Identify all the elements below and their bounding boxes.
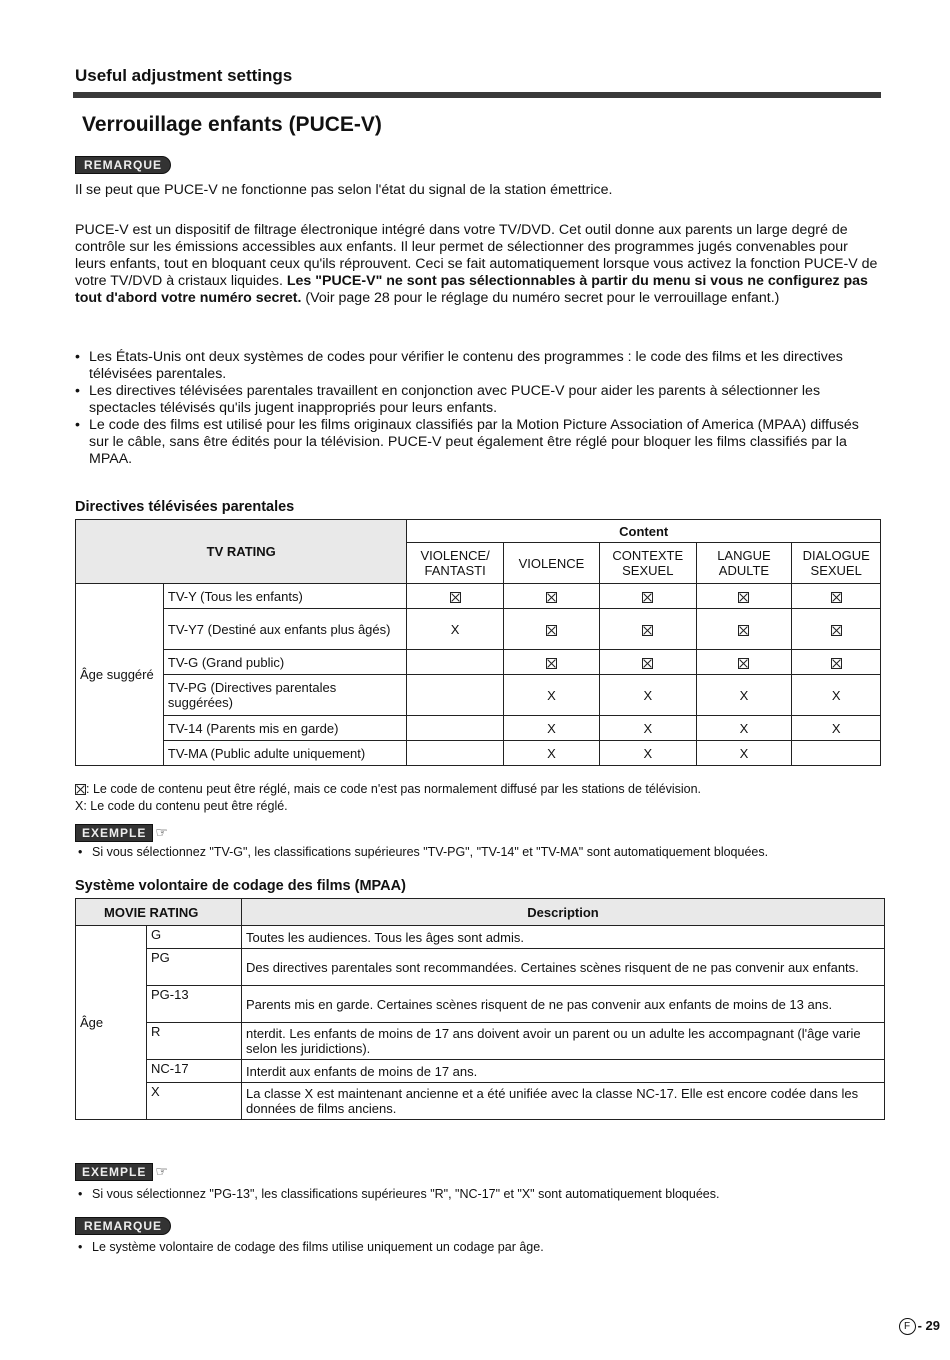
content-cell — [600, 650, 696, 675]
rating-label: TV-G (Grand public) — [163, 650, 407, 675]
table-row — [76, 1060, 885, 1083]
boxed-x-icon — [831, 592, 842, 603]
content-cell: X — [503, 741, 599, 766]
content-cell: X — [600, 716, 696, 741]
col-header: CONTEXTE SEXUEL — [600, 543, 696, 584]
boxed-x-icon — [450, 592, 461, 603]
movie-rating-header: MOVIE RATING — [76, 899, 242, 926]
content-cell: X — [792, 716, 881, 741]
rating-label: TV-PG (Directives parentales suggérées) — [163, 675, 407, 716]
content-cell: X — [696, 675, 792, 716]
list-item: • Les États-Unis ont deux systèmes de codes pour vérifier le contenu des programmes : le code des films et les directives télévisées parentales. — [75, 349, 880, 383]
content-cell — [696, 609, 792, 650]
content-cell: X — [503, 675, 599, 716]
movie-rating-description: Parents mis en garde. Certaines scènes risquent de ne pas convenir aux enfants de moins de 13 ans. — [242, 986, 885, 1023]
content-cell — [503, 584, 599, 609]
exemple-label: EXEMPLE — [75, 1163, 153, 1181]
table-row — [76, 1023, 885, 1060]
content-cell — [696, 650, 792, 675]
exemple-badge-1 — [75, 824, 168, 842]
tv-rating-table — [75, 519, 881, 766]
content-header: Content — [407, 520, 881, 543]
content-cell — [792, 609, 881, 650]
content-cell — [407, 650, 503, 675]
boxed-x-icon — [75, 784, 86, 795]
movie-rating-code: PG-13 — [147, 986, 242, 1023]
boxed-x-icon — [546, 592, 557, 603]
table-row — [76, 926, 885, 949]
content-cell: X — [600, 741, 696, 766]
content-cell — [600, 584, 696, 609]
boxed-x-icon — [546, 658, 557, 669]
intro-text: PUCE-V est un dispositif de filtrage électronique intégré dans votre TV/DVD. Cet outil donne aux parents un large degré de contrôle sur les émissions accessibles aux enfants. Il leur permet de sélectionner des programmes jugés convenables pour leurs enfants, tout en bloquant ceux qu'ils réprouvent. Ceci se fait automatiquement lorsque vous activez la fonction PUCE-V de votre TV/DVD à cristaux liquides. — [75, 222, 878, 289]
movie-rating-description: Interdit aux enfants de moins de 17 ans. — [242, 1060, 885, 1083]
boxed-x-icon — [738, 625, 749, 636]
content-cell — [696, 584, 792, 609]
col-header: VIOLENCE/ FANTASTI — [407, 543, 503, 584]
content-cell — [792, 741, 881, 766]
content-cell: X — [407, 609, 503, 650]
intro-text-end: (Voir page 28 pour le réglage du numéro secret pour le verrouillage enfant.) — [301, 290, 780, 306]
list-item: • Le système volontaire de codage des films utilise uniquement un codage par âge. — [78, 1240, 888, 1255]
table-row — [76, 986, 885, 1023]
header-rule — [73, 92, 881, 98]
boxed-x-icon — [831, 658, 842, 669]
movie-rating-code: PG — [147, 949, 242, 986]
note-mpaa — [78, 1240, 888, 1255]
remarque-label: REMARQUE — [75, 156, 171, 174]
content-cell — [407, 716, 503, 741]
legend-boxed-text: : Le code de contenu peut être réglé, mais ce code n'est pas normalement diffusé par les stations de télévision. — [86, 782, 702, 796]
movie-rating-description: La classe X est maintenant ancienne et a été unifiée avec la classe NC-17. Elle est encore codée dans les données de films anciens. — [242, 1083, 885, 1120]
mpaa-table — [75, 898, 885, 1120]
table-row — [76, 675, 881, 716]
col-header: VIOLENCE — [503, 543, 599, 584]
rating-label: TV-Y7 (Destiné aux enfants plus âgés) — [163, 609, 407, 650]
content-cell — [792, 650, 881, 675]
rating-label: TV-Y (Tous les enfants) — [163, 584, 407, 609]
table-row — [76, 1083, 885, 1120]
legend-x: X: Le code du contenu peut être réglé. — [75, 799, 288, 813]
mpaa-section-title: Système volontaire de codage des films (MPAA) — [75, 878, 406, 894]
age-suggested-label: Âge suggéré — [76, 584, 164, 766]
boxed-x-icon — [642, 658, 653, 669]
remarque-badge-1 — [75, 156, 171, 174]
content-cell: X — [792, 675, 881, 716]
movie-rating-description: nterdit. Les enfants de moins de 17 ans doivent avoir un parent ou un adulte les accompagnant (l'âge varie selon les juridictions). — [242, 1023, 885, 1060]
table-row — [76, 716, 881, 741]
list-item: • Les directives télévisées parentales travaillent en conjonction avec PUCE-V pour aider les parents à sélectionner les spectacles télévisés qu'ils jugent inappropriés pour leurs enfants. — [75, 383, 880, 417]
intro-bold-text: Les "PUCE-V" ne sont pas sélectionnables à partir du menu si vous ne configurez pas tout d'abord votre numéro secret. — [75, 273, 868, 306]
boxed-x-icon — [738, 592, 749, 603]
content-cell — [503, 650, 599, 675]
page-letter: F — [899, 1318, 916, 1335]
note-signal: Il se peut que PUCE-V ne fonctionne pas selon l'état du signal de la station émettrice. — [75, 182, 613, 198]
example-1 — [78, 845, 888, 860]
movie-rating-code: NC-17 — [147, 1060, 242, 1083]
rating-label: TV-14 (Parents mis en garde) — [163, 716, 407, 741]
bullet-list — [75, 349, 880, 468]
boxed-x-icon — [642, 592, 653, 603]
section-header: Useful adjustment settings — [75, 66, 293, 85]
list-item: • Le code des films est utilisé pour les films originaux classifiés par la Motion Picture Association of America (MPAA) diffusés sur le câble, sans être édités pour la télévision. PUCE-V peut également être réglé pour bloquer les films classifiés par la MPAA. — [75, 417, 880, 468]
description-header: Description — [242, 899, 885, 926]
age-label: Âge — [76, 926, 147, 1120]
boxed-x-icon — [831, 625, 842, 636]
intro-paragraph — [75, 222, 880, 307]
legend-boxed — [75, 782, 885, 797]
col-header: DIALOGUE SEXUEL — [792, 543, 881, 584]
content-cell — [600, 609, 696, 650]
content-cell — [503, 609, 599, 650]
table-row — [76, 741, 881, 766]
page-title: Verrouillage enfants (PUCE-V) — [82, 113, 382, 136]
table-row — [76, 650, 881, 675]
page-number-text: - 29 — [917, 1318, 940, 1333]
content-cell: X — [696, 741, 792, 766]
page-number — [899, 1318, 940, 1335]
content-cell — [407, 584, 503, 609]
movie-rating-description: Toutes les audiences. Tous les âges sont admis. — [242, 926, 885, 949]
boxed-x-icon — [546, 625, 557, 636]
pointing-hand-icon: ☞ — [155, 824, 168, 840]
remarque-label: REMARQUE — [75, 1217, 171, 1235]
list-item: • Si vous sélectionnez "PG-13", les classifications supérieures "R", "NC-17" et "X" sont automatiquement bloquées. — [78, 1187, 888, 1202]
tv-section-title: Directives télévisées parentales — [75, 499, 295, 515]
movie-rating-description: Des directives parentales sont recommandées. Certaines scènes risquent de ne pas convenir aux enfants. — [242, 949, 885, 986]
content-cell — [407, 741, 503, 766]
tv-rating-header: TV RATING — [76, 520, 407, 584]
boxed-x-icon — [738, 658, 749, 669]
content-cell: X — [503, 716, 599, 741]
remarque-badge-2 — [75, 1217, 171, 1235]
movie-rating-code: G — [147, 926, 242, 949]
content-cell — [792, 584, 881, 609]
content-cell: X — [600, 675, 696, 716]
movie-rating-code: X — [147, 1083, 242, 1120]
list-item: • Si vous sélectionnez "TV-G", les classifications supérieures "TV-PG", "TV-14" et "TV-MA" sont automatiquement bloquées. — [78, 845, 888, 860]
example-2 — [78, 1187, 888, 1202]
pointing-hand-icon: ☞ — [155, 1163, 168, 1179]
rating-label: TV-MA (Public adulte uniquement) — [163, 741, 407, 766]
table-row — [76, 949, 885, 986]
table-row — [76, 609, 881, 650]
col-header: LANGUE ADULTE — [696, 543, 792, 584]
movie-rating-code: R — [147, 1023, 242, 1060]
content-cell — [407, 675, 503, 716]
content-cell: X — [696, 716, 792, 741]
table-row — [76, 584, 881, 609]
exemple-badge-2 — [75, 1163, 168, 1181]
exemple-label: EXEMPLE — [75, 824, 153, 842]
boxed-x-icon — [642, 625, 653, 636]
